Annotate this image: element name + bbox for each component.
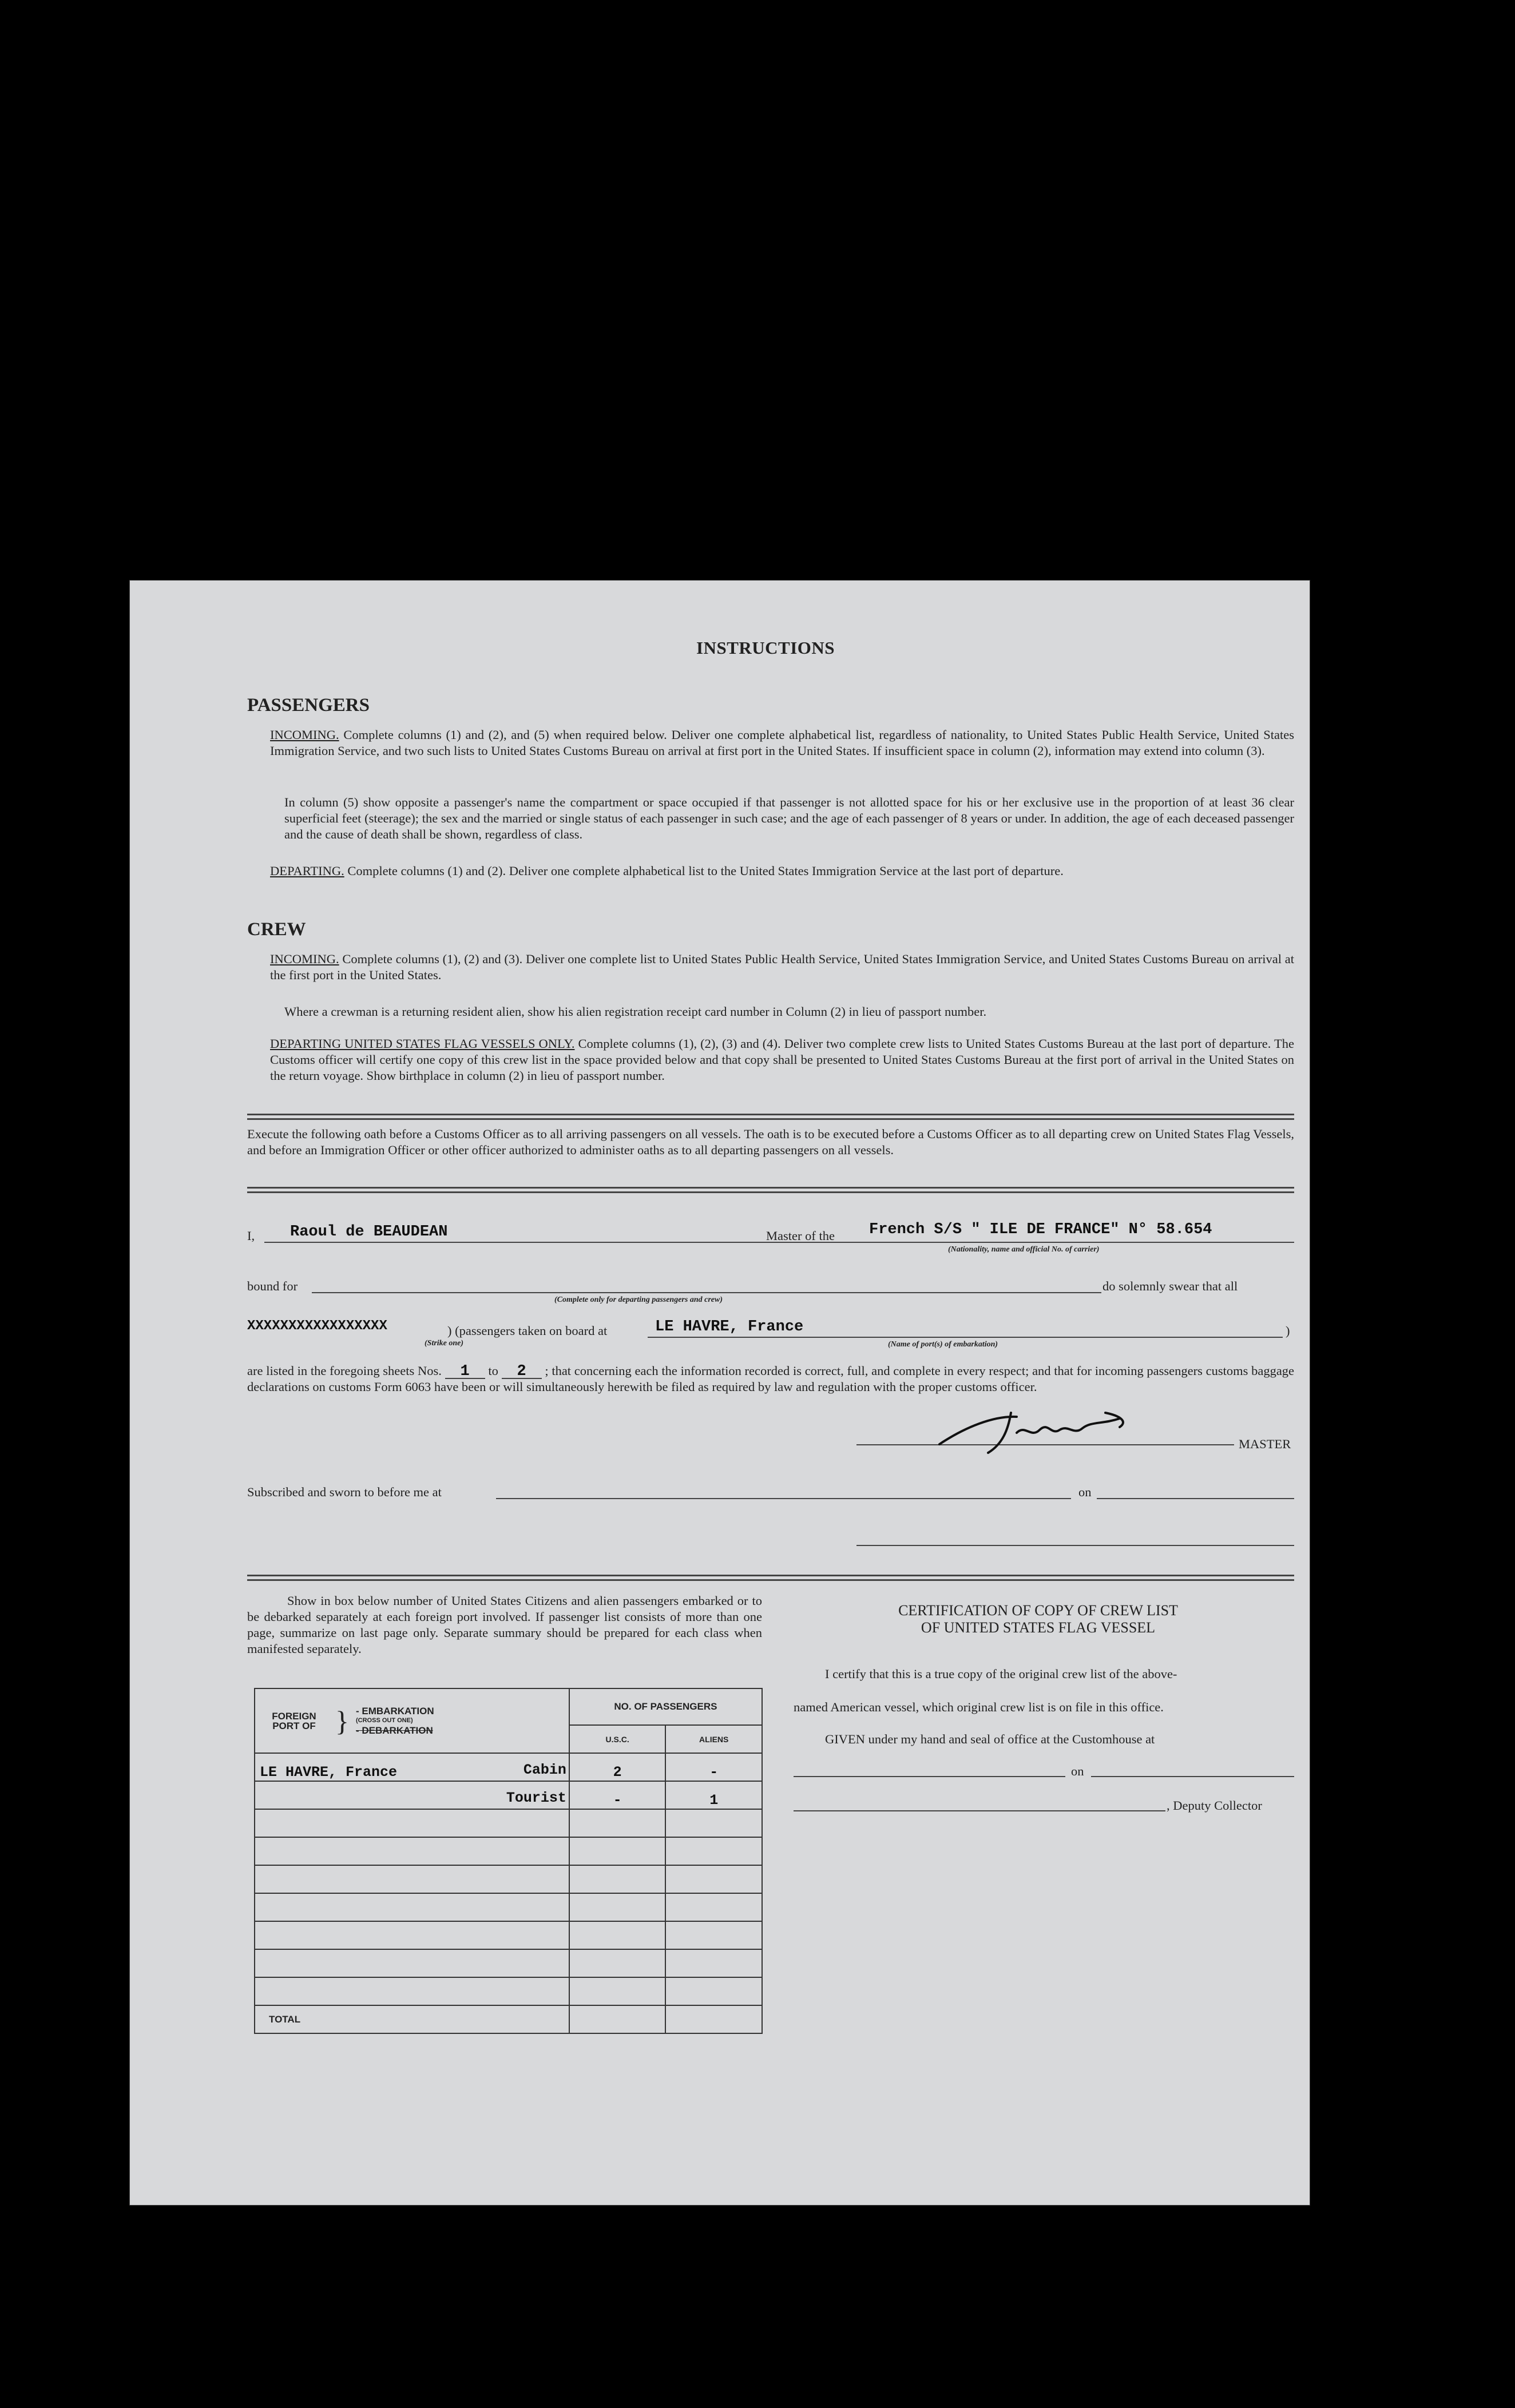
port-line bbox=[648, 1337, 1283, 1338]
table-row bbox=[255, 1921, 762, 1949]
departing-text: Complete columns (1) and (2). Deliver one complete alphabetical list to the United States Immigration Service at the last port of departure. bbox=[347, 864, 1064, 878]
port-class-cell bbox=[255, 1865, 569, 1893]
divider-double bbox=[247, 1114, 1294, 1120]
i-label: I, bbox=[247, 1229, 255, 1243]
cross-out-header: (CROSS OUT ONE) bbox=[356, 1717, 413, 1724]
row-usc bbox=[569, 1809, 666, 1837]
row-aliens bbox=[665, 1949, 762, 1977]
vessel-line bbox=[839, 1242, 1294, 1243]
to-label: to bbox=[488, 1364, 498, 1378]
row-class: Tourist bbox=[506, 1790, 566, 1806]
certification-title-2: OF UNITED STATES FLAG VESSEL bbox=[921, 1619, 1156, 1636]
divider-double bbox=[247, 1187, 1294, 1193]
instructions-title: INSTRUCTIONS bbox=[696, 638, 835, 658]
incoming-text: Complete columns (1) and (2), and (5) when required below. Deliver one complete alphabetical list, regardless of nationality, to United States Public Health Service, United States Immigration Service, and two such lists to United States Customs Bureau on arrival at first port in the United States. If insufficient space in column (2), information may extend into column (3). bbox=[270, 728, 1295, 758]
listed-paragraph bbox=[247, 1363, 1294, 1395]
row-usc: 2 bbox=[569, 1753, 666, 1781]
port-class-cell bbox=[255, 1809, 569, 1837]
summary-instructions: Show in box below number of United States Citizens and alien passengers embarked or to be debarked separately at each foreign port involved. If passenger list consists of more than one page, summarize on last page only. Separate summary should be prepared for each class when manifested separately. bbox=[247, 1594, 762, 1656]
master-label: MASTER bbox=[1239, 1437, 1291, 1451]
form-sheet bbox=[130, 581, 1310, 2205]
crew-departing bbox=[270, 1036, 1294, 1084]
port-class-cell bbox=[255, 1893, 569, 1921]
passenger-summary-table bbox=[254, 1688, 763, 2034]
row-usc bbox=[569, 1893, 666, 1921]
row-aliens bbox=[665, 1865, 762, 1893]
passengers-incoming bbox=[270, 727, 1294, 759]
swear-label: do solemnly swear that all bbox=[1102, 1279, 1238, 1293]
master-name: Raoul de BEAUDEAN bbox=[290, 1223, 448, 1241]
table-row bbox=[255, 1977, 762, 2005]
passengers-heading: PASSENGERS bbox=[247, 695, 370, 716]
customhouse-line bbox=[794, 1776, 1065, 1777]
table-row bbox=[255, 1949, 762, 1977]
total-usc-cell bbox=[569, 2005, 666, 2033]
row-usc bbox=[569, 1921, 666, 1949]
row-aliens: - bbox=[665, 1753, 762, 1781]
row-port: LE HAVRE, France bbox=[260, 1764, 398, 1781]
table-row bbox=[255, 1809, 762, 1837]
deputy-collector-label: , Deputy Collector bbox=[1167, 1798, 1262, 1813]
incoming-label: INCOMING. bbox=[270, 728, 339, 742]
vessel-name: French S/S " ILE DE FRANCE" N° 58.654 bbox=[869, 1221, 1212, 1238]
row-aliens bbox=[665, 1893, 762, 1921]
port-class-cell bbox=[255, 1753, 569, 1781]
listed-prefix: are listed in the foregoing sheets Nos. bbox=[247, 1364, 442, 1378]
crew-resident-paragraph: Where a crewman is a returning resident alien, show his alien registration receipt card number in Column (2) in lieu of passport number. bbox=[284, 1004, 987, 1019]
master-of-label: Master of the bbox=[766, 1229, 835, 1243]
taken-label: ) (passengers taken on board at bbox=[447, 1324, 608, 1338]
table-row bbox=[255, 1781, 762, 1809]
bound-for-line bbox=[312, 1292, 1101, 1293]
certify-text: I certify that this is a true copy of the original crew list of the above- bbox=[825, 1667, 1177, 1681]
listed-text: ; that concerning each the information recorded is correct, full, and complete in every respect; and that for incoming passengers customs baggage declarations on customs Form 6063 have been or will simultaneously herewith be filed as required by law and regulation with the proper customs officer. bbox=[247, 1364, 1295, 1394]
row-usc bbox=[569, 1949, 666, 1977]
row-usc bbox=[569, 1865, 666, 1893]
crew-departing-label: DEPARTING UNITED STATES FLAG VESSELS ONLY. bbox=[270, 1036, 575, 1051]
row-usc: - bbox=[569, 1781, 666, 1809]
divider-double bbox=[247, 1575, 1294, 1581]
row-aliens: 1 bbox=[665, 1781, 762, 1809]
table-row bbox=[255, 1753, 762, 1781]
total-aliens-cell bbox=[665, 2005, 762, 2033]
table-row bbox=[255, 1865, 762, 1893]
certification-title bbox=[782, 1602, 1294, 1636]
crew-incoming bbox=[270, 951, 1294, 983]
strike-value: XXXXXXXXXXXXXXXXX bbox=[247, 1318, 387, 1334]
subscribed-place-line bbox=[496, 1498, 1071, 1499]
port-class-cell bbox=[255, 1781, 569, 1809]
crew-incoming-label: INCOMING. bbox=[270, 952, 339, 966]
column5-paragraph: In column (5) show opposite a passenger's name the compartment or space occupied if that passenger is not allotted space for his or her exclusive use in the proportion of at least 36 clear superficial feet (steerage); the sex and the married or single status of each passenger in such case; and the age of each passenger of 8 years or under. In addition, the age of each deceased passenger and the cause of death shall be shown, regardless of class. bbox=[284, 795, 1294, 841]
port-class-cell bbox=[255, 1977, 569, 2005]
port-class-cell bbox=[255, 1837, 569, 1865]
departing-label: DEPARTING. bbox=[270, 864, 344, 878]
sheet-from: 1 bbox=[445, 1365, 485, 1379]
sheet-to: 2 bbox=[502, 1365, 542, 1379]
row-aliens bbox=[665, 1837, 762, 1865]
passengers-departing bbox=[270, 863, 1294, 879]
port-class-cell bbox=[255, 1949, 569, 1977]
total-label: TOTAL bbox=[255, 2005, 569, 2033]
bound-for-label: bound for bbox=[247, 1279, 298, 1293]
officer-signature-line bbox=[856, 1545, 1294, 1546]
table-row bbox=[255, 1837, 762, 1865]
table-row bbox=[255, 1893, 762, 1921]
port-caption: (Name of port(s) of embarkation) bbox=[888, 1340, 998, 1349]
row-class: Cabin bbox=[523, 1762, 566, 1778]
row-aliens bbox=[665, 1921, 762, 1949]
brace: } bbox=[335, 1704, 349, 1737]
given-text: GIVEN under my hand and seal of office at the Customhouse at bbox=[825, 1732, 1155, 1746]
aliens-header: ALIENS bbox=[665, 1725, 762, 1753]
debarkation-header: - DEBARKATION bbox=[356, 1725, 433, 1736]
passengers-header: NO. OF PASSENGERS bbox=[569, 1688, 762, 1725]
usc-header: U.S.C. bbox=[569, 1725, 666, 1753]
deputy-signature-line bbox=[794, 1810, 1165, 1811]
vessel-caption: (Nationality, name and official No. of carrier) bbox=[948, 1245, 1100, 1254]
cert-on-label: on bbox=[1071, 1764, 1084, 1778]
foreign-port-header: FOREIGN PORT OF bbox=[272, 1710, 316, 1731]
port-of-embarkation: LE HAVRE, France bbox=[655, 1318, 804, 1336]
row-usc bbox=[569, 1837, 666, 1865]
master-signature bbox=[931, 1404, 1137, 1459]
port-header-cell bbox=[255, 1688, 569, 1753]
certification-title-1: CERTIFICATION OF COPY OF CREW LIST bbox=[898, 1602, 1178, 1619]
strike-caption: (Strike one) bbox=[425, 1339, 464, 1348]
subscribed-date-line bbox=[1097, 1498, 1294, 1499]
crew-heading: CREW bbox=[247, 919, 306, 940]
oath-instructions: Execute the following oath before a Customs Officer as to all arriving passengers on all vessels. The oath is to be executed before a Customs Officer as to all departing crew on United States Flag Vessels, and before an Immigration Officer or other officer authorized to administer oaths as to all departing passengers on all vessels. bbox=[247, 1127, 1294, 1157]
crew-incoming-text: Complete columns (1), (2) and (3). Deliver one complete list to United States Public Health Service, United States Immigration Service, and United States Customs Bureau on arrival at the first port in the United States. bbox=[270, 952, 1294, 982]
certify-text-2: named American vessel, which original crew list is on file in this office. bbox=[794, 1700, 1164, 1714]
close-paren: ) bbox=[1286, 1324, 1290, 1338]
row-aliens bbox=[665, 1809, 762, 1837]
bound-for-caption: (Complete only for departing passengers and crew) bbox=[554, 1296, 723, 1304]
crew-departing-text: Complete columns (1), (2), (3) and (4). Deliver two complete crew lists to United States Customs Bureau at the last port of departure. The Customs officer will certify one copy of this crew list in the space provided below and that copy shall be presented to United States Customs Bureau at the first port of arrival in the United States on the return voyage. Show birthplace in column (2) in lieu of passport number. bbox=[270, 1036, 1295, 1083]
cert-date-line bbox=[1091, 1776, 1294, 1777]
row-usc bbox=[569, 1977, 666, 2005]
row-aliens bbox=[665, 1977, 762, 2005]
port-class-cell bbox=[255, 1921, 569, 1949]
subscribed-label: Subscribed and sworn to before me at bbox=[247, 1485, 442, 1499]
subscribed-on-label: on bbox=[1078, 1485, 1092, 1499]
embarkation-header: - EMBARKATION bbox=[356, 1706, 434, 1716]
